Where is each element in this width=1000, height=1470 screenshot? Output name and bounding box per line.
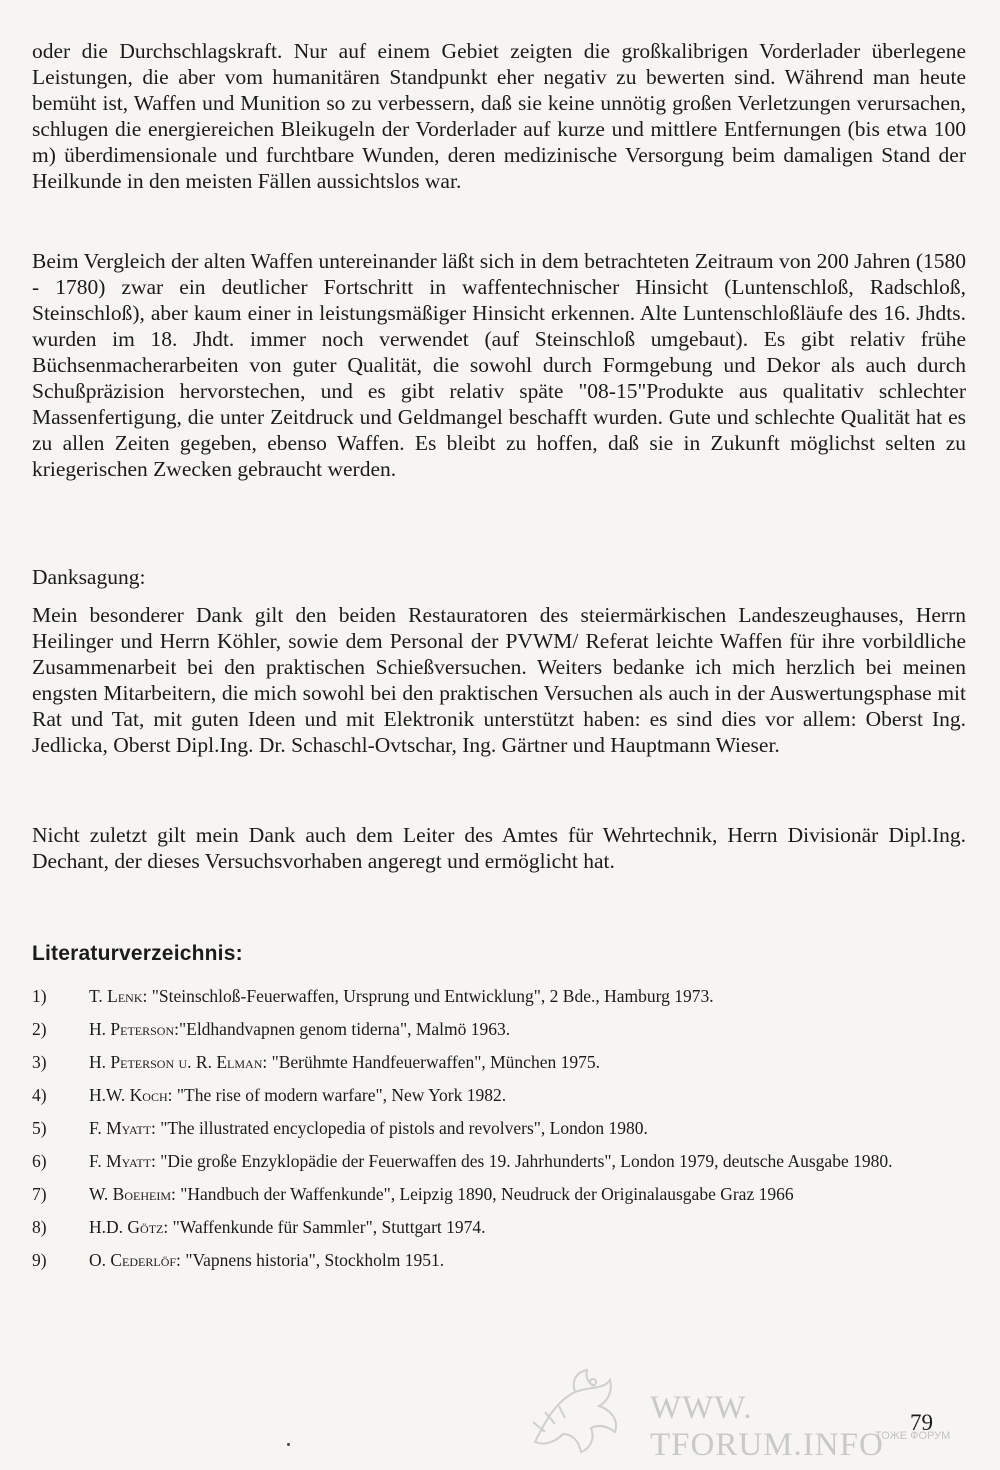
reference-item (32, 1018, 972, 1040)
reference-number: 2) (32, 1019, 47, 1039)
reference-author: F. Myatt: (89, 1151, 156, 1171)
watermark-subtext: ТОЖЕ ФОРУМ (875, 1430, 951, 1442)
reference-item (32, 1117, 972, 1139)
heading-text: Danksagung: (32, 565, 146, 589)
reference-author: H. Peterson u. R. Elman: (89, 1052, 268, 1072)
reference-item (32, 1216, 972, 1238)
reference-title: "The rise of modern warfare", New York 1982. (172, 1085, 507, 1105)
paragraph-acknowledgement-2 (32, 822, 966, 874)
watermark-text: WWW. TFORUM.INFO (650, 1390, 884, 1463)
reference-number: 1) (32, 986, 47, 1006)
page-number: 79 (910, 1410, 933, 1435)
reference-number: 7) (32, 1184, 47, 1204)
reference-item (32, 1051, 972, 1073)
reference-author: T. Lenk: (89, 986, 148, 1006)
reference-author: O. Cederlöf: (89, 1250, 181, 1270)
reference-author: H.W. Koch: (89, 1085, 173, 1105)
acknowledgement-heading (32, 564, 966, 590)
reference-number: 5) (32, 1118, 47, 1138)
paragraph-text: oder die Durchschlagskraft. Nur auf einem Gebiet zeigten die großkalibrigen Vorderlader überlegene Leistungen, die aber vom humanitären Standpunkt eher negativ zu bewerten sind. Während man heute bemüht ist, Waffen und Munition so zu verbessern, daß sie keine unnötig großen Verletzungen verursachen, schlugen die energiereichen Bleikugeln der Vorderlader auf kurze und mittlere Entfernungen (bis etwa 100 m) überdimensionale und furchtbare Wunden, deren medizinische Versorgung beim damaligen Stand der Heilkunde in den meisten Fällen aussichtslos war. (32, 39, 966, 193)
reference-title: "Waffenkunde für Sammler", Stuttgart 1974. (168, 1217, 486, 1237)
paragraph-text: Beim Vergleich der alten Waffen untereinander läßt sich in dem betrachteten Zeitraum von 200 Jahren (1580 - 1780) zwar ein deutlicher Fortschritt in waffentechnischer Hinsicht (Luntenschloß, Radschloß, Steinschloß), aber kaum einer in leistungsmäßiger Hinsicht erkennen. Alte Luntenschloßläufe des 16. Jhdts. wurden im 18. Jhdt. immer noch verwendet (auf Steinschloß umgebaut). Es gibt relativ frühe Büchsenmacherarbeiten von guter Qualität, die sowohl durch Formgebung und Dekor als auch durch Schußpräzision hervorstechen, und es gibt relativ späte "08-15"Produkte aus qualitativ schlechter Massenfertigung, die unter Zeitdruck und Geldmangel beschafft wurden. Gute und schlechte Qualität hat es zu allen Zeiten gegeben, ebenso Waffen. Es bleibt zu hoffen, daß sie in Zukunft möglichst selten zu kriegerischen Zwecken gebraucht werden. (32, 249, 966, 481)
reference-item (32, 1183, 972, 1205)
lion-emblem-icon (515, 1362, 635, 1462)
reference-title: "Berühmte Handfeuerwaffen", München 1975. (267, 1052, 600, 1072)
reference-item (32, 1249, 972, 1271)
reference-title: "Steinschloß-Feuerwaffen, Ursprung und Entwicklung", 2 Bde., Hamburg 1973. (147, 986, 714, 1006)
reference-number: 6) (32, 1151, 47, 1171)
paragraph-text: Nicht zuletzt gilt mein Dank auch dem Leiter des Amtes für Wehrtechnik, Herrn Divisionär Dipl.Ing. Dechant, der dieses Versuchsvorhaben angeregt und ermöglicht hat. (32, 823, 966, 873)
reference-title: "The illustrated encyclopedia of pistols and revolvers", London 1980. (155, 1118, 648, 1138)
reference-title: "Handbuch der Waffenkunde", Leipzig 1890, Neudruck der Originalausgabe Graz 1966 (175, 1184, 794, 1204)
reference-item (32, 1150, 972, 1172)
reference-author: W. Boeheim: (89, 1184, 176, 1204)
paragraph-conclusion-1 (32, 38, 966, 194)
reference-title: "Vapnens historia", Stockholm 1951. (180, 1250, 445, 1270)
reference-item (32, 1084, 972, 1106)
paragraph-conclusion-2 (32, 248, 966, 482)
literature-heading: Literaturverzeichnis: (32, 942, 243, 965)
reference-number: 8) (32, 1217, 47, 1237)
reference-title: "Eldhandvapnen genom tiderna", Malmö 1963. (178, 1019, 511, 1039)
speck-mark (287, 1443, 290, 1446)
reference-author: F. Myatt: (89, 1118, 156, 1138)
paragraph-acknowledgement-1 (32, 602, 966, 758)
reference-item (32, 985, 972, 1007)
reference-number: 9) (32, 1250, 47, 1270)
paragraph-text: Mein besonderer Dank gilt den beiden Restauratoren des steiermärkischen Landeszeughauses, Herrn Heilinger und Herrn Köhler, sowie dem Personal der PVWM/ Referat leichte Waffen für ihre vorbildliche Zusammenarbeit bei den praktischen Schießversuchen. Weiters bedanke ich mich herzlich bei meinen engsten Mitarbeitern, die mich sowohl bei den praktischen Versuchen als auch in der Auswertungsphase mit Rat und Tat, mit guten Ideen und mit Elektronik unterstützt haben: es sind dies vor allem: Oberst Ing. Jedlicka, Oberst Dipl.Ing. Dr. Schaschl-Ovtschar, Ing. Gärtner und Hauptmann Wieser. (32, 603, 966, 757)
reference-author: H. Peterson: (89, 1019, 179, 1039)
reference-author: H.D. Götz: (89, 1217, 169, 1237)
reference-title: "Die große Enzyklopädie der Feuerwaffen des 19. Jahrhunderts", London 1979, deutsche Ausgabe 1980. (155, 1151, 893, 1171)
reference-number: 3) (32, 1052, 47, 1072)
reference-list (32, 985, 972, 1282)
reference-number: 4) (32, 1085, 47, 1105)
